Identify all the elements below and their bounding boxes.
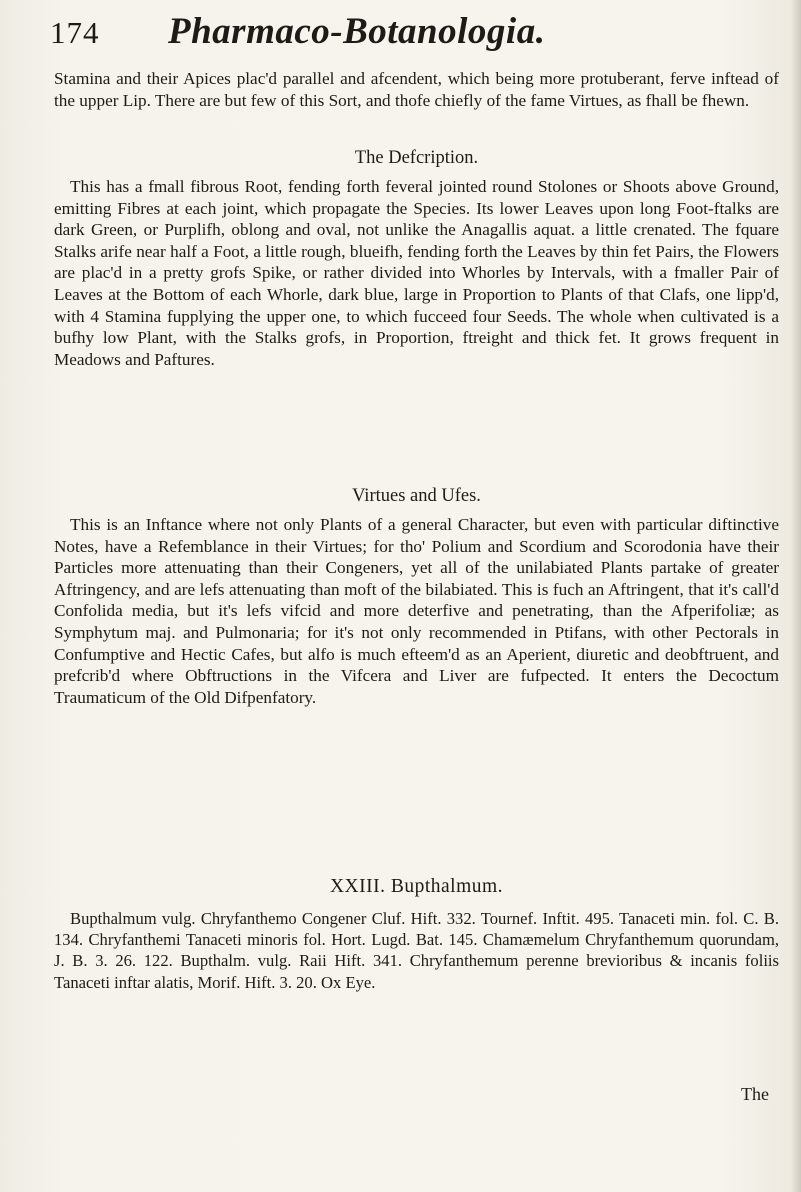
paragraph-synonyms (54, 908, 779, 993)
section-heading-description (54, 148, 779, 169)
paragraph-text: This has a fmall fibrous Root, fending forth feveral jointed round Stolones or Shoots above Ground, emitting Fibres at each joint, which propagate the Species. Its lower Leaves upon long Foot-ftalks are dark Green, or Purplifh, oblong and oval, not unlike the Anagallis aquat. a little crenated. The fquare Stalks arife near half a Foot, a little rough, blueifh, fending forth the Leaves by thin fet Pairs, the Flowers are plac'd in a pretty grofs Spike, or rather divided into Whorles by Intervals, with a fmaller Pair of Leaves at the Bottom of each Whorle, dark blue, large in Proportion to Plants of that Clafs, one lipp'd, with 4 Stamina fupplying the upper one, to which fucceed four Seeds. The whole when cultivated is a bufhy low Plant, with the Stalks grofs, in Proportion, ftreight and thick fet. It grows frequent in Meadows and Paftures. (54, 177, 779, 369)
page-number: 174 (50, 15, 100, 50)
heading-text: Virtues and Ufes. (352, 486, 481, 506)
paragraph-stamina (54, 68, 779, 111)
page-edge-shadow (791, 0, 801, 1192)
heading-text: XXIII. Bupthalmum. (329, 876, 504, 897)
page-header (50, 10, 770, 62)
paragraph-virtues (54, 514, 779, 708)
running-title: Pharmaco-Botanologia. (168, 11, 546, 52)
heading-text: The Defcription. (354, 148, 479, 168)
catchword: The (741, 1084, 769, 1104)
section-heading-virtues (54, 486, 779, 507)
chapter-heading-xxiii (54, 876, 779, 898)
paragraph-description (54, 176, 779, 370)
paragraph-text: Stamina and their Apices plac'd parallel and afcendent, which being more protuberant, ferve inftead of the upper Lip. There are but few of this Sort, and thofe chiefly of the fame Virtues, as fhall be fhewn. (54, 69, 779, 110)
paragraph-text: This is an Inftance where not only Plants of a general Character, but even with particular diftinctive Notes, have a Refemblance in their Virtues; for tho' Polium and Scordium and Scorodonia have their Particles more attenuating than their Congeners, yet all of the unilabiated Plants partake of greater Aftringency, and are lefs attenuating than moft of the bilabiated. This is fuch an Aftringent, that it's call'd Confolida media, but it's lefs vifcid and more deterfive and penetrating, than the Afperifoliæ; as Symphytum maj. and Pulmonaria; for it's not only recommended in Ptifans, with other Pectorals in Confumptive and Hectic Cafes, but alfo is much efteem'd as an Aperient, diuretic and deobftruent, and prefcrib'd where Obftructions in the Vifcera and Liver are fufpected. It enters the Decoctum Traumaticum of the Old Difpenfatory. (54, 515, 779, 707)
paragraph-text: Bupthalmum vulg. Chryfanthemo Congener Cluf. Hift. 332. Tournef. Inftit. 495. Tanaceti min. fol. C. B. 134. Chryfanthemi Tanaceti minoris fol. Hort. Lugd. Bat. 145. Chamæmelum Chryfanthemum quorundam, J. B. 3. 26. 122. Bupthalm. vulg. Raii Hift. 341. Chryfanthemum perenne brevioribus & incanis foliis Tanaceti inftar alatis, Morif. Hift. 3. 20. Ox Eye. (54, 909, 779, 992)
